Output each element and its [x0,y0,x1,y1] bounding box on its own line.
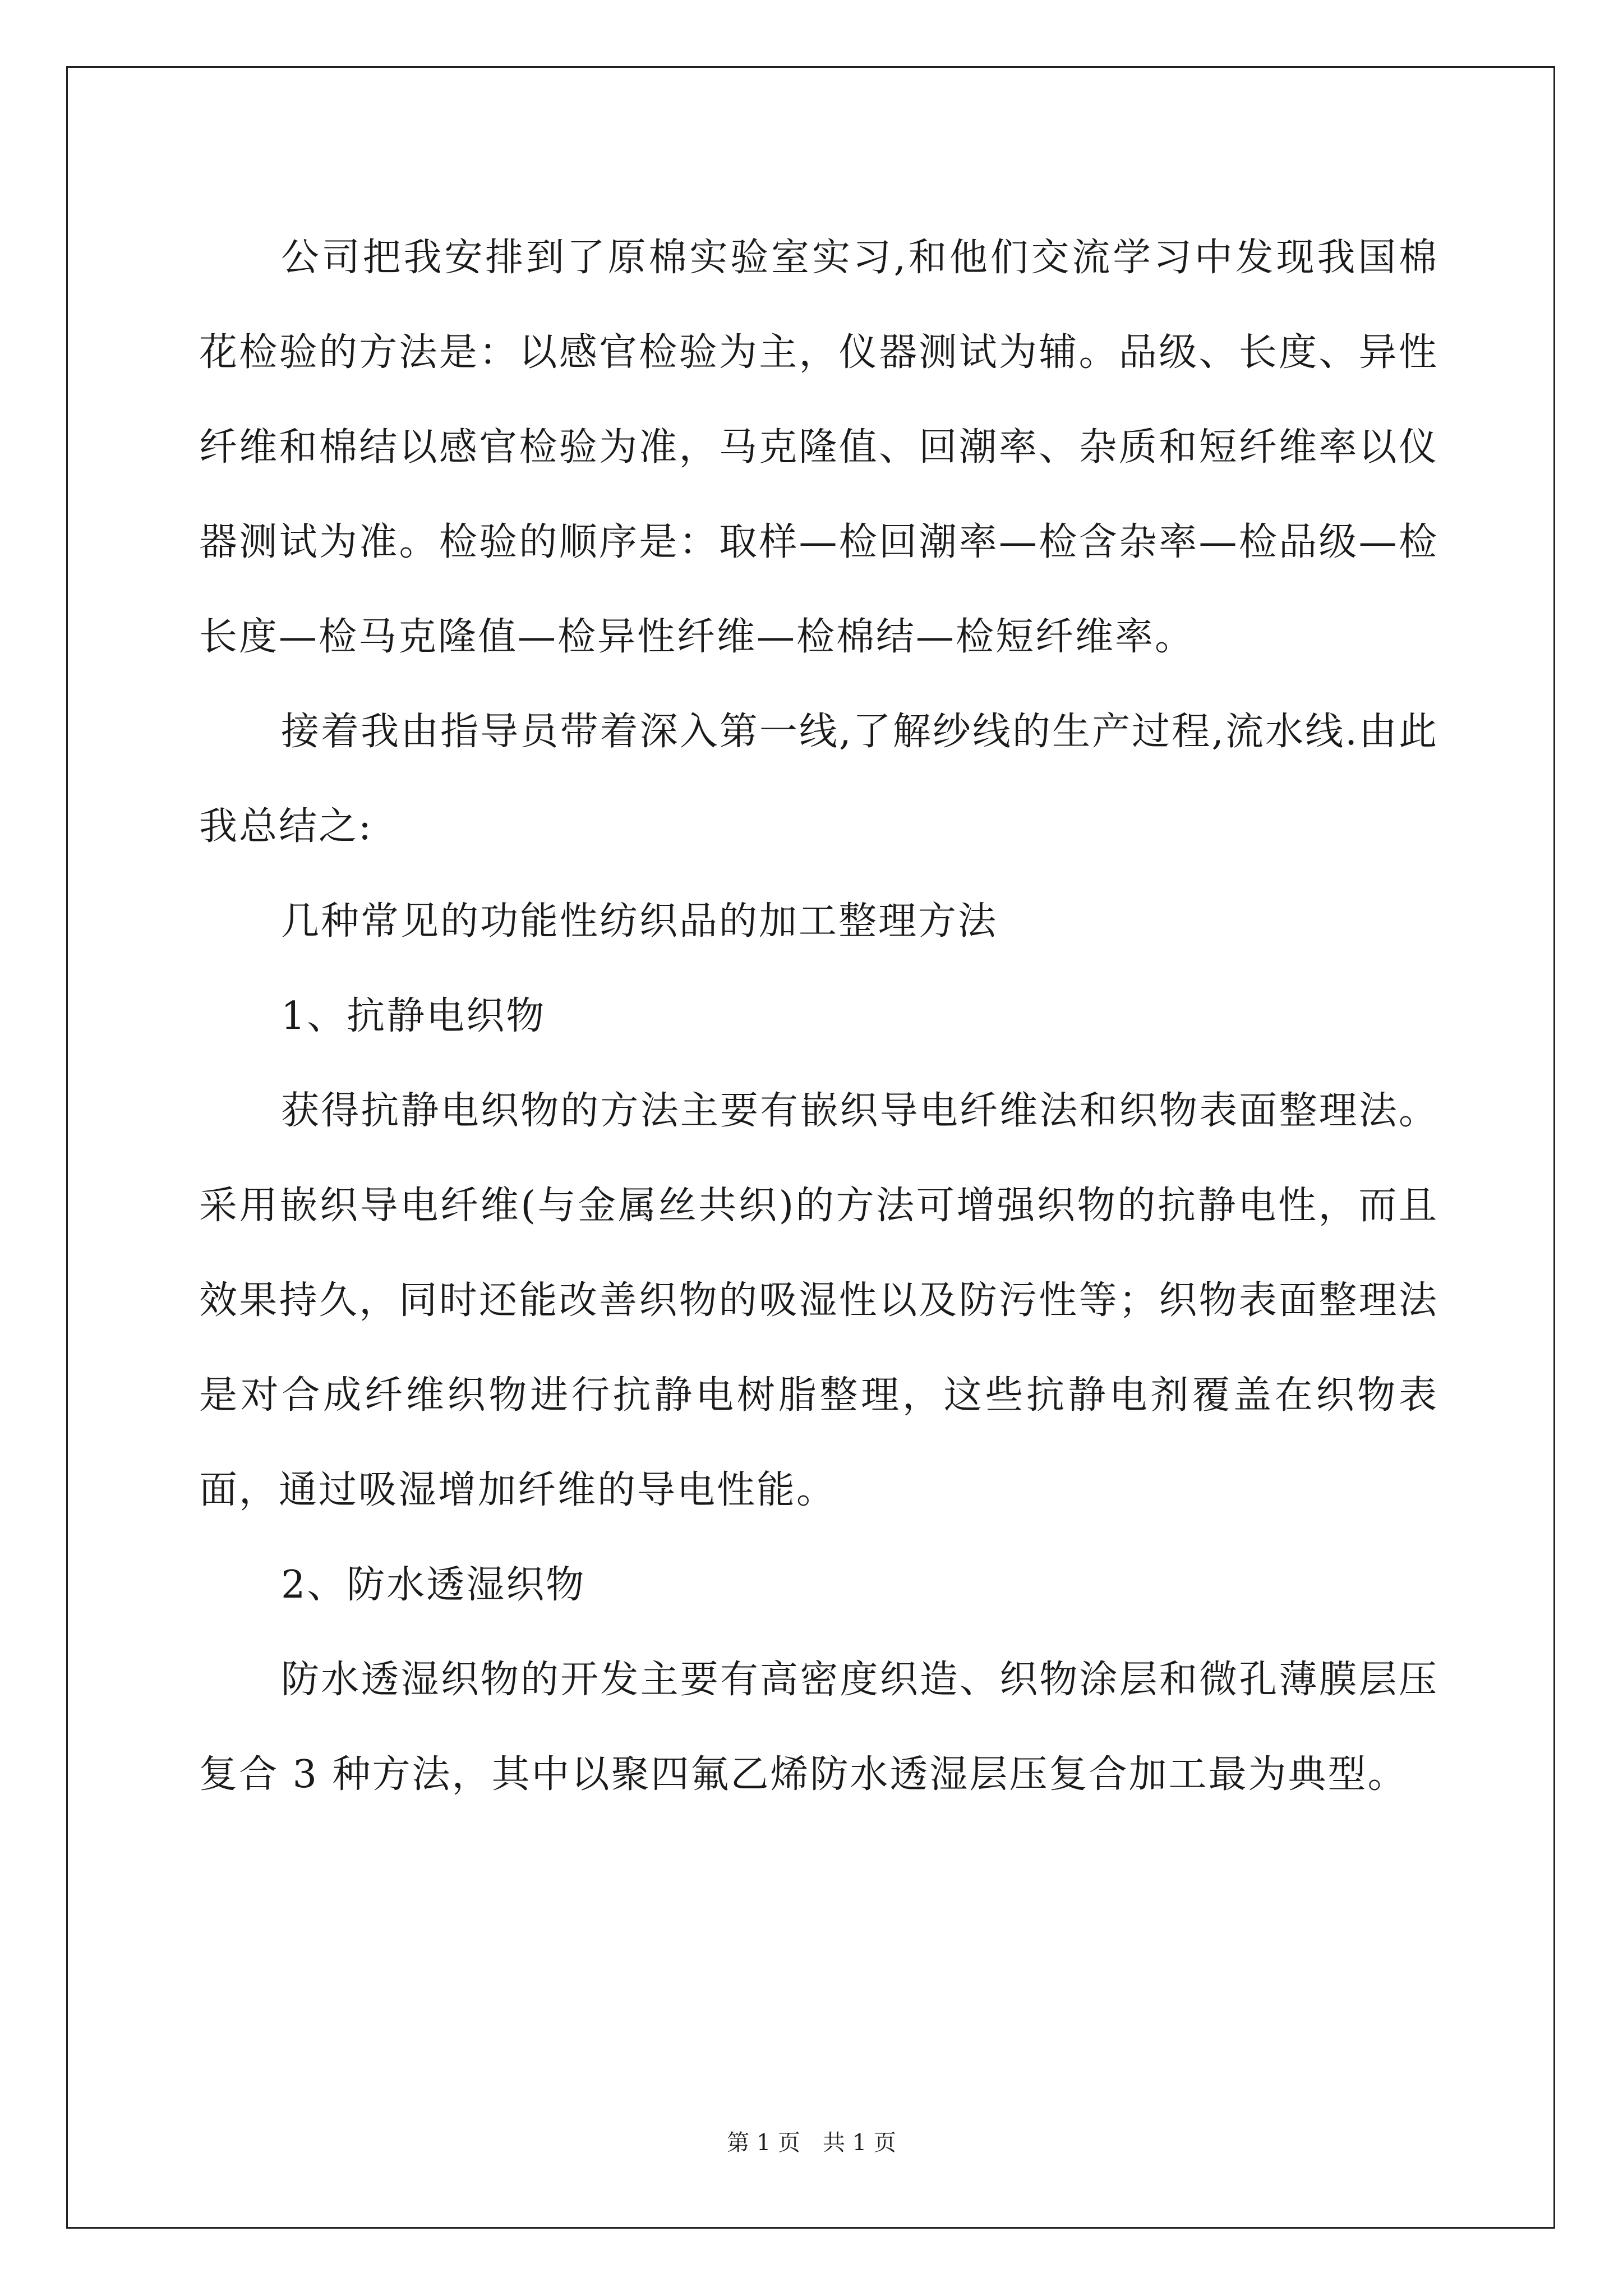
page-number-footer: 第 1 页 共 1 页 [727,2130,896,2156]
paragraph-antistatic-methods: 获得抗静电织物的方法主要有嵌织导电纤维法和织物表面整理法。采用嵌织导电纤维(与金属丝共织)的方法可增强织物的抗静电性，而且效果持久，同时还能改善织物的吸湿性以及防污性等；织物表面整理法是对合成纤维织物进行抗静电树脂整理，这些抗静电剂覆盖在织物表面，通过吸湿增加纤维的导电性能。 [199,1089,1438,1512]
document-body [199,210,1438,1822]
paragraph-cotton-inspection: 公司把我安排到了原棉实验室实习,和他们交流学习中发现我国棉花检验的方法是：以感官检验为主，仪器测试为辅。品级、长度、异性纤维和棉结以感官检验为准，马克隆值、回潮率、杂质和短纤维率以仪器测试为准。检验的顺序是：取样—检回潮率—检含杂率—检品级—检长度—检马克隆值—检异性纤维—检棉结—检短纤维率。 [199,236,1438,659]
section-heading-functional-textiles: 几种常见的功能性纺织品的加工整理方法 [281,899,998,944]
paragraph-production-line: 接着我由指导员带着深入第一线,了解纱线的生产过程,流水线.由此我总结之: [199,710,1438,849]
subheading-antistatic-fabric: 1、抗静电织物 [281,994,546,1038]
paragraph-waterproof-methods: 防水透湿织物的开发主要有高密度织造、织物涂层和微孔薄膜层压复合 3 种方法，其中以聚四氟乙烯防水透湿层压复合加工最为典型。 [199,1658,1438,1797]
subheading-waterproof-breathable-fabric: 2、防水透湿织物 [281,1563,586,1607]
